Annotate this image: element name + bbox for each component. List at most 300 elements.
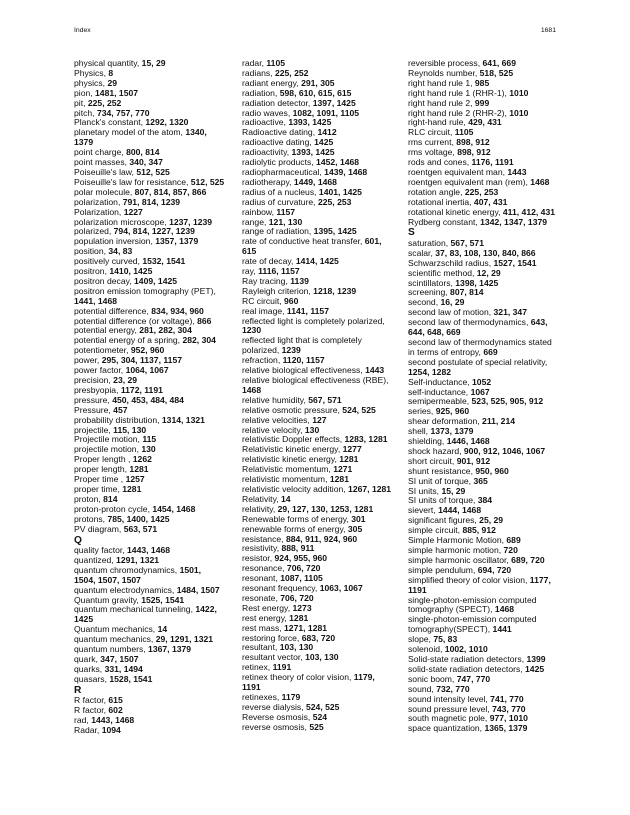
index-term: resonance, xyxy=(242,563,287,574)
index-page-refs: 1172, 1191 xyxy=(120,384,163,395)
index-entry xyxy=(74,525,234,535)
index-page-refs: 1139 xyxy=(290,275,309,286)
index-page-refs: 1454, 1468 xyxy=(152,503,196,514)
index-page-refs: 1481, 1507 xyxy=(95,87,139,98)
index-term: Simple Harmonic Motion, xyxy=(408,535,507,546)
index-page-refs: 1365, 1379 xyxy=(484,723,528,734)
index-entry xyxy=(408,576,568,586)
index-term: radiant energy, xyxy=(242,77,302,88)
index-term: second law of motion, xyxy=(408,307,494,318)
index-page-refs: 37, 83, 108, 130, 840, 866 xyxy=(435,247,536,258)
index-term: simple harmonic oscillator, xyxy=(408,554,512,565)
index-term: probability distribution, xyxy=(74,414,162,425)
index-page-refs: 1239 xyxy=(281,345,301,356)
index-term: range of radiation, xyxy=(242,226,314,237)
index-page-refs: 644, 648, 669 xyxy=(408,327,461,338)
index-term: rotational inertia, xyxy=(408,196,474,207)
index-page-refs: 281, 282, 304 xyxy=(139,325,192,336)
index-page-refs: 641, 669 xyxy=(482,58,516,68)
index-term: Rayleigh criterion, xyxy=(242,285,314,296)
index-term: right hand rule 2 (RHR-2), xyxy=(408,107,510,118)
index-page-refs: 121, 130 xyxy=(268,216,303,227)
index-page-refs: 683, 720 xyxy=(301,632,336,643)
index-page-refs: 512, 525 xyxy=(136,166,170,177)
index-term: sound pressure level, xyxy=(408,703,493,714)
index-term: resistivity, xyxy=(242,543,282,554)
index-term: potentiometer, xyxy=(74,345,131,356)
index-term: Rydberg constant, xyxy=(408,216,481,227)
index-page-refs: 1087, 1105 xyxy=(280,573,323,584)
index-page-refs: 898, 912 xyxy=(456,137,490,148)
index-term: retinex, xyxy=(242,662,273,673)
index-page-refs: 1010 xyxy=(509,87,529,98)
index-page-refs: 1227 xyxy=(123,206,143,217)
index-entry xyxy=(408,724,568,734)
index-term: rate of decay, xyxy=(242,256,296,267)
index-term: resonant, xyxy=(242,573,281,584)
index-term: potential energy, xyxy=(74,325,140,336)
index-page-refs: 1422, xyxy=(195,604,217,615)
index-page-refs: 1414, 1425 xyxy=(295,256,339,267)
index-page-refs: 885, 912 xyxy=(462,525,496,536)
index-entry xyxy=(242,673,402,683)
index-term: Relativity, xyxy=(242,493,281,504)
index-term: sonic boom, xyxy=(408,673,457,684)
index-page-refs: 12, 29 xyxy=(476,267,501,278)
index-term: rate of conductive heat transfer, xyxy=(242,236,365,247)
index-term: sound intensity level, xyxy=(408,693,491,704)
index-term: Quantum mechanics, xyxy=(74,624,158,635)
index-page-refs: 1425 xyxy=(314,137,334,148)
index-term: SI unit of torque, xyxy=(408,475,474,486)
index-page-refs: 884, 911, 924, 960 xyxy=(285,533,358,544)
index-term: second, xyxy=(408,297,441,308)
index-term: RLC circuit, xyxy=(408,127,455,138)
index-term: relativistic velocity addition, xyxy=(242,483,349,494)
index-term: Reverse osmosis, xyxy=(242,711,313,722)
index-term: PV diagram, xyxy=(74,523,124,534)
index-page-refs: 1267, 1281 xyxy=(348,483,392,494)
index-page-refs: 1082, 1091, 1105 xyxy=(292,107,360,118)
index-term: relativistic Doppler effects, xyxy=(242,434,345,445)
index-term: south magnetic pole, xyxy=(408,713,490,724)
index-term: Solid-state radiation detectors, xyxy=(408,653,527,664)
index-page-refs: 347, 1507 xyxy=(100,653,139,664)
index-page-refs: 8 xyxy=(108,67,114,78)
index-page-refs: 1179, xyxy=(353,672,375,683)
index-page-refs: 29, 127, 130, 1253, 1281 xyxy=(277,503,374,514)
index-page-refs: 525 xyxy=(309,721,324,732)
index-term: point masses, xyxy=(74,157,130,168)
index-page-refs: 694, 720 xyxy=(477,564,512,575)
index-page-refs: 834, 934, 960 xyxy=(151,305,204,316)
running-header-section: Index xyxy=(74,27,91,34)
index-term: rad, xyxy=(74,715,92,725)
index-term: SI units, xyxy=(408,485,442,496)
index-page-refs: 1444, 1468 xyxy=(438,505,482,516)
index-page-refs: 512, 525 xyxy=(190,176,225,187)
index-page-refs: 1120, 1157 xyxy=(282,355,325,366)
index-term: projectile, xyxy=(74,424,114,435)
index-column-3 xyxy=(408,59,568,734)
index-page-refs: 1067 xyxy=(470,386,490,397)
index-page-refs: 1395, 1425 xyxy=(313,226,357,237)
index-term: Relativistic kinetic energy, xyxy=(242,444,343,455)
index-page-refs: 29, 1291, 1321 xyxy=(155,634,214,645)
index-term: Radar, xyxy=(74,724,102,735)
index-page-refs: 1443 xyxy=(507,166,527,177)
index-page-refs: 103, 130 xyxy=(305,652,339,663)
index-term: Physics, xyxy=(74,67,109,78)
index-page-refs: 706, 720 xyxy=(280,592,314,603)
index-term: polarized, xyxy=(242,345,282,356)
index-page-refs: 1002, 1010 xyxy=(444,644,488,655)
index-term: series, xyxy=(408,406,436,417)
index-term: rest energy, xyxy=(242,612,290,623)
index-term: shear deformation, xyxy=(408,416,483,427)
index-page-refs: 720 xyxy=(503,545,518,555)
index-page-refs: 34, 83 xyxy=(108,246,133,257)
index-page-refs: 384 xyxy=(477,495,493,506)
index-term: simple harmonic motion, xyxy=(408,545,504,555)
index-page-refs: 732, 770 xyxy=(436,683,470,694)
index-page-refs: 1291, 1321 xyxy=(116,554,160,565)
index-page-refs: 211, 214 xyxy=(482,416,516,427)
index-page-refs: 1412 xyxy=(317,127,337,138)
index-page-refs: 689 xyxy=(506,535,521,546)
index-term: Projectile motion, xyxy=(74,434,143,445)
index-term: scientific method, xyxy=(408,267,477,278)
index-term: relative osmotic pressure, xyxy=(242,404,343,415)
index-page-refs: 1105 xyxy=(454,127,474,138)
index-term: Polarization, xyxy=(74,206,124,217)
index-page-refs: 1281 xyxy=(329,474,349,485)
index-page-refs: 14 xyxy=(281,493,291,504)
index-term: quantum mechanical tunneling, xyxy=(74,604,196,615)
index-term: RC circuit, xyxy=(242,295,285,306)
index-page-refs: 785, 1400, 1425 xyxy=(107,513,170,524)
index-term: rotation angle, xyxy=(408,186,465,197)
index-page-refs: 901, 912 xyxy=(456,455,491,466)
index-page-refs: 1271, 1281 xyxy=(284,622,328,633)
index-letter-heading: S xyxy=(408,227,415,239)
index-page-refs: 1010 xyxy=(509,107,529,118)
index-term: renewable forms of energy, xyxy=(242,523,348,534)
index-term: radiation, xyxy=(242,87,280,98)
index-term: polarization, xyxy=(74,196,123,207)
index-page-refs: 130 xyxy=(141,444,156,455)
index-page-refs: 866 xyxy=(197,315,212,326)
index-page-refs: 1116, 1157 xyxy=(258,266,300,277)
index-term: reverse osmosis, xyxy=(242,721,310,732)
index-column-2 xyxy=(242,59,402,733)
index-term: shock hazard, xyxy=(408,445,464,456)
index-term: point charge, xyxy=(74,147,127,158)
index-term: polar molecule, xyxy=(74,186,135,197)
index-entry xyxy=(408,218,568,228)
index-term: SI units of torque, xyxy=(408,495,478,506)
index-term: scintillators, xyxy=(408,277,456,288)
index-page-refs: 295, 304, 1137, 1157 xyxy=(101,355,183,366)
index-term: positron, xyxy=(74,266,110,277)
index-term: quantized, xyxy=(74,554,117,565)
index-page-refs: 1179 xyxy=(281,692,301,702)
index-page-refs: 1504, 1507, 1507 xyxy=(74,574,141,585)
index-page-refs: 115, 130 xyxy=(113,424,147,435)
index-page-refs: 1441 xyxy=(492,624,512,635)
index-entry xyxy=(74,726,234,736)
index-term: rest mass, xyxy=(242,622,285,633)
index-page-refs: 1191 xyxy=(272,662,292,673)
index-page-refs: 411, 412, 431 xyxy=(502,206,555,217)
index-term: pitch, xyxy=(74,107,97,118)
index-page-refs: 1528, 1541 xyxy=(109,673,153,684)
index-term: radioactive, xyxy=(242,117,289,128)
index-page-refs: 407, 431 xyxy=(473,196,508,207)
index-term: second postulate of special relativity, xyxy=(408,356,548,367)
index-page-refs: 1191 xyxy=(408,584,427,595)
index-term: solid-state radiation detectors, xyxy=(408,663,526,674)
index-term: Radioactive dating, xyxy=(242,127,318,138)
index-term: Planck's constant, xyxy=(74,117,146,128)
index-page-refs: 1177, xyxy=(529,574,551,585)
index-term: second law of thermodynamics, xyxy=(408,317,531,328)
index-term: relative biological effectiveness, xyxy=(242,365,366,376)
index-term: shunt resistance, xyxy=(408,465,476,476)
index-term: Proper time , xyxy=(74,474,126,485)
index-page-refs: 1443 xyxy=(365,365,385,376)
index-term: Proper length , xyxy=(74,454,133,465)
index-page-refs: 1254, 1282 xyxy=(408,366,452,377)
index-page-refs: 1398, 1425 xyxy=(455,277,499,288)
index-page-refs: 1443, 1468 xyxy=(127,545,171,555)
index-term: Reynolds number, xyxy=(408,67,480,78)
index-page-refs: 1452, 1468 xyxy=(316,157,360,168)
index-page-refs: 1527, 1541 xyxy=(493,257,537,268)
index-entry xyxy=(242,723,402,733)
index-page-refs: 340, 347 xyxy=(129,157,163,168)
index-page-refs: 1257 xyxy=(125,474,145,485)
index-term: shielding, xyxy=(408,436,447,447)
index-term: resistance, xyxy=(242,533,286,544)
index-page-refs: 1379 xyxy=(74,137,94,148)
index-term: physics, xyxy=(74,77,108,88)
index-term: Ray tracing, xyxy=(242,275,291,286)
index-term: Renewable forms of energy, xyxy=(242,513,352,524)
index-term: tomography(SPECT), xyxy=(408,624,493,635)
index-page-refs: 25, 29 xyxy=(479,515,504,526)
index-term: resonant frequency, xyxy=(242,583,320,594)
index-page-refs: 282, 304 xyxy=(182,335,216,346)
index-page-refs: 999 xyxy=(474,97,490,108)
index-page-refs: 15, 29 xyxy=(441,485,466,496)
index-term: quantum chromodynamics, xyxy=(74,564,180,575)
index-page-refs: 523, 525, 905, 912 xyxy=(471,396,544,407)
index-page-refs: 1484, 1507 xyxy=(176,584,220,595)
index-term: roentgen equivalent man, xyxy=(408,166,508,177)
index-entry xyxy=(74,128,234,138)
index-page-refs: 291, 305 xyxy=(301,77,335,88)
index-page-refs: 1157 xyxy=(276,206,296,217)
index-term: relativistic momentum, xyxy=(242,474,330,485)
index-term: simple pendulum, xyxy=(408,564,478,575)
index-term: relative humidity, xyxy=(242,394,309,405)
index-page-refs: 1425 xyxy=(74,614,94,625)
index-term: power, xyxy=(74,355,102,366)
index-page-refs: 1446, 1468 xyxy=(446,436,490,447)
index-page-refs: 1064, 1067 xyxy=(125,365,169,376)
index-page-refs: 1314, 1321 xyxy=(161,414,205,425)
index-term: pressure, xyxy=(74,394,113,405)
index-page-refs: 225, 253 xyxy=(317,196,352,207)
index-term: self-inductance, xyxy=(408,386,471,397)
index-term: Quantum gravity, xyxy=(74,594,142,605)
index-term: population inversion, xyxy=(74,236,156,247)
index-page-refs: 1230 xyxy=(242,325,262,336)
index-page-refs: 130 xyxy=(304,424,320,435)
index-term: Rest energy, xyxy=(242,602,293,613)
index-term: right-hand rule, xyxy=(408,117,469,128)
index-page-refs: 1271 xyxy=(333,464,353,475)
index-term: simple circuit, xyxy=(408,525,463,536)
index-page-refs: 1141, 1157 xyxy=(286,305,329,316)
index-page-refs: 127 xyxy=(312,414,327,425)
index-term: positively curved, xyxy=(74,256,143,267)
index-term: radius of curvature, xyxy=(242,196,318,207)
index-term: proton, xyxy=(74,493,104,504)
index-page-refs: 1410, 1425 xyxy=(109,266,153,277)
index-page-refs: 598, 610, 615, 615 xyxy=(279,87,352,98)
index-page-refs: 1393, 1425 xyxy=(291,147,335,158)
index-page-refs: 1094 xyxy=(101,724,121,735)
index-term: quantum numbers, xyxy=(74,644,149,655)
index-page-refs: 1237, 1239 xyxy=(169,216,213,227)
index-page-refs: 331, 1494 xyxy=(104,663,143,674)
index-term: quantum electrodynamics, xyxy=(74,584,177,595)
index-page-refs: 1441, 1468 xyxy=(74,295,118,306)
index-term: refraction, xyxy=(242,355,283,366)
index-page-refs: 1373, 1379 xyxy=(430,426,474,437)
index-term: Pressure, xyxy=(74,404,114,415)
index-term: single-photon-emission computed xyxy=(408,594,537,605)
index-term: polarization microscope, xyxy=(74,216,170,227)
index-page-refs: 807, 814 xyxy=(450,287,484,298)
index-term: radiotherapy, xyxy=(242,176,294,187)
index-page-refs: 1393, 1425 xyxy=(288,117,332,128)
index-page-refs: 1397, 1425 xyxy=(312,97,356,108)
index-term: significant figures, xyxy=(408,515,480,526)
index-page-refs: 1105 xyxy=(266,58,286,68)
index-term: positron emission tomography (PET), xyxy=(74,285,216,296)
index-page-refs: 1468 xyxy=(242,384,262,395)
index-term: saturation, xyxy=(408,237,451,248)
index-page-refs: 888, 911 xyxy=(281,543,315,554)
index-page-refs: 567, 571 xyxy=(450,237,484,248)
index-term: retinexes, xyxy=(242,692,282,702)
index-page-refs: 450, 453, 484, 484 xyxy=(112,394,184,405)
index-term: polarized, xyxy=(74,226,114,237)
index-term: in terms of entropy, xyxy=(408,346,484,357)
index-page-refs: 952, 960 xyxy=(130,345,165,356)
index-term: planetary model of the atom, xyxy=(74,127,186,138)
index-term: resultant, xyxy=(242,642,280,653)
index-term: reflected light that is completely xyxy=(242,335,362,346)
index-page-refs: 1525, 1541 xyxy=(141,594,185,605)
index-page-refs: 743, 770 xyxy=(492,703,526,714)
index-term: shell, xyxy=(408,426,431,437)
index-page-refs: 601, xyxy=(364,236,382,247)
index-term: radio waves, xyxy=(242,107,293,118)
index-term: retinex theory of color vision, xyxy=(242,672,354,683)
index-page-refs: 305 xyxy=(347,523,363,534)
index-term: pion, xyxy=(74,87,96,98)
index-term: reverse dialysis, xyxy=(242,701,306,712)
index-page-refs: 1176, 1191 xyxy=(471,157,514,168)
index-term: proper time, xyxy=(74,483,123,494)
index-term: relativistic kinetic energy, xyxy=(242,454,340,465)
index-term: potential difference (or voltage), xyxy=(74,315,198,326)
index-page-refs: 1281 xyxy=(289,612,309,623)
index-page-refs: 75, 83 xyxy=(433,634,458,645)
index-term: quarks, xyxy=(74,663,105,674)
index-page-refs: 900, 912, 1046, 1067 xyxy=(463,445,546,456)
index-term: rms voltage, xyxy=(408,147,458,158)
index-term: space quantization, xyxy=(408,723,485,734)
index-page-refs: 301 xyxy=(351,513,366,524)
index-page-refs: 1409, 1425 xyxy=(134,275,178,286)
index-term: quantum mechanics, xyxy=(74,634,156,645)
index-term: proton-proton cycle, xyxy=(74,503,153,514)
index-page-refs: 1425 xyxy=(525,663,545,674)
index-page-refs: 706, 720 xyxy=(286,563,321,574)
index-term: screening, xyxy=(408,287,451,298)
index-page-refs: 1468 xyxy=(530,176,550,187)
index-page-refs: 1281 xyxy=(129,464,149,475)
index-page-refs: 1191 xyxy=(242,682,261,693)
index-term: proper length, xyxy=(74,464,130,475)
index-page-refs: 1281 xyxy=(122,483,142,494)
index-term: radiation detector, xyxy=(242,97,313,108)
index-letter-heading: Q xyxy=(74,534,82,546)
index-page-refs: 898, 912 xyxy=(457,147,491,158)
index-term: Relativistic momentum, xyxy=(242,464,334,475)
index-page-refs: 524, 525 xyxy=(306,701,340,712)
index-page-refs: 103, 130 xyxy=(279,642,314,653)
index-page-refs: 643, xyxy=(530,317,548,328)
index-entry xyxy=(242,317,402,327)
index-term: radiopharmaceutical, xyxy=(242,166,325,177)
index-term: radioactive dating, xyxy=(242,137,315,148)
index-term: reflected light is completely polarized, xyxy=(242,315,385,326)
index-page-refs: 225, 253 xyxy=(464,186,499,197)
index-column-1 xyxy=(74,59,234,736)
index-term: tomography (SPECT), xyxy=(408,604,495,615)
index-page-refs: 615 xyxy=(242,246,257,257)
index-page-refs: 429, 431 xyxy=(468,117,502,128)
index-term: radius of a nucleus, xyxy=(242,186,319,197)
index-entry xyxy=(242,376,402,386)
index-term: sievert, xyxy=(408,505,439,516)
index-term: scalar, xyxy=(408,247,436,258)
index-term: real image, xyxy=(242,305,287,316)
index-page-refs: 1449, 1468 xyxy=(293,176,337,187)
index-page-refs: 1281 xyxy=(339,454,359,465)
index-page-refs: 115 xyxy=(142,434,157,445)
index-term: single-photon-emission computed xyxy=(408,614,537,625)
index-term: resonate, xyxy=(242,592,281,603)
index-page-refs: 985 xyxy=(474,77,490,88)
index-term: relative velocities, xyxy=(242,414,313,425)
